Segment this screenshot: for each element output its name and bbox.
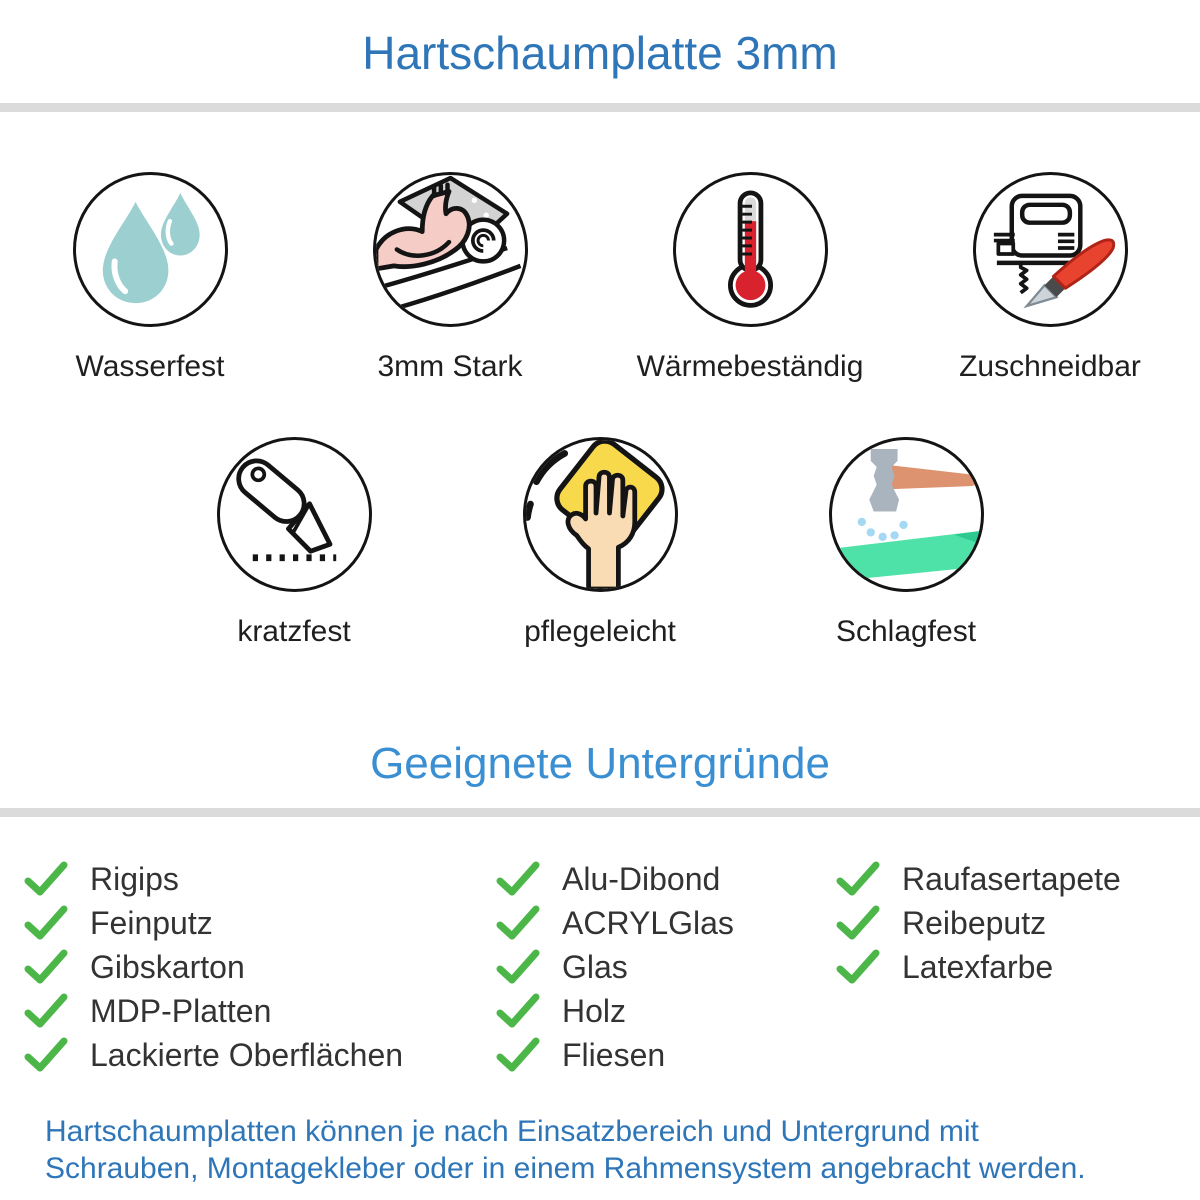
check-icon <box>496 993 540 1029</box>
check-icon <box>496 861 540 897</box>
substrate-label: Fliesen <box>562 1036 666 1073</box>
list-item <box>496 857 836 901</box>
mounting-note-line1: Hartschaumplatten können je nach Einsatzbereich und Untergrund mit <box>45 1115 979 1148</box>
jigsaw-cutter-icon <box>976 175 1125 324</box>
feature-label: 3mm Stark <box>377 350 523 383</box>
feature-kratzfest <box>141 437 447 650</box>
list-item <box>496 989 836 1033</box>
utility-knife-icon <box>220 440 369 589</box>
substrates-column-2 <box>496 857 836 1077</box>
list-item <box>24 901 496 945</box>
list-item <box>836 901 1200 945</box>
feature-waermebestaendig <box>600 172 900 385</box>
substrates-list <box>0 857 1200 1077</box>
substrate-label: Feinputz <box>90 904 213 941</box>
feature-label: pflegeleicht <box>524 615 676 648</box>
list-item <box>496 1033 836 1077</box>
feature-wasserfest <box>0 172 300 385</box>
feature-pflegeleicht <box>447 437 753 650</box>
mounting-note-line2: Schrauben, Montagekleber oder in einem Rahmensystem angebracht werden. <box>45 1152 1086 1185</box>
feature-circle <box>73 172 228 327</box>
mounting-note <box>0 1113 1200 1187</box>
substrate-label: Reibeputz <box>902 904 1047 941</box>
feature-label: Wasserfest <box>75 350 225 383</box>
substrate-label: Holz <box>562 992 627 1029</box>
substrates-column-1 <box>24 857 496 1077</box>
substrate-label: Glas <box>562 948 628 985</box>
substrate-label: Lackierte Oberflächen <box>90 1036 404 1073</box>
check-icon <box>496 949 540 985</box>
feature-circle <box>523 437 678 592</box>
top-divider <box>0 103 1200 112</box>
hammer-icon <box>832 440 981 589</box>
list-item <box>496 945 836 989</box>
substrate-label: Gibskarton <box>90 948 245 985</box>
feature-label: Zuschneidbar <box>959 350 1141 383</box>
mid-divider <box>0 808 1200 817</box>
features-row-1 <box>0 172 1200 385</box>
check-icon <box>496 1037 540 1073</box>
check-icon <box>496 905 540 941</box>
substrates-column-3 <box>836 857 1200 1077</box>
substrate-label: Alu-Dibond <box>562 860 721 897</box>
feature-3mm-stark <box>300 172 600 385</box>
check-icon <box>24 993 68 1029</box>
feature-schlagfest <box>753 437 1059 650</box>
feature-zuschneidbar <box>900 172 1200 385</box>
list-item <box>496 901 836 945</box>
substrate-label: ACRYLGlas <box>562 904 734 941</box>
feature-label: kratzfest <box>237 615 351 648</box>
feature-circle <box>373 172 528 327</box>
cleaning-hand-icon <box>526 440 675 589</box>
substrate-label: MDP-Platten <box>90 992 272 1029</box>
list-item <box>24 1033 496 1077</box>
list-item <box>24 945 496 989</box>
water-drops-icon <box>76 175 225 324</box>
substrate-label: Raufasertapete <box>902 860 1121 897</box>
page-title: Hartschaumplatte 3mm <box>362 27 838 79</box>
feature-circle <box>217 437 372 592</box>
feature-circle <box>673 172 828 327</box>
check-icon <box>836 905 880 941</box>
feature-circle <box>973 172 1128 327</box>
list-item <box>24 989 496 1033</box>
muscle-arm-icon <box>376 175 525 324</box>
section-title: Geeignete Untergründe <box>370 739 830 788</box>
check-icon <box>24 861 68 897</box>
list-item <box>836 945 1200 989</box>
feature-circle <box>829 437 984 592</box>
check-icon <box>836 861 880 897</box>
feature-label: Schlagfest <box>835 615 977 648</box>
substrate-label: Latexfarbe <box>902 948 1054 985</box>
check-icon <box>24 949 68 985</box>
list-item <box>24 857 496 901</box>
check-icon <box>24 905 68 941</box>
list-item <box>836 857 1200 901</box>
check-icon <box>836 949 880 985</box>
features-row-2 <box>0 437 1200 650</box>
feature-label: Wärmebeständig <box>636 350 864 383</box>
thermometer-icon <box>676 175 825 324</box>
check-icon <box>24 1037 68 1073</box>
substrate-label: Rigips <box>90 860 179 897</box>
